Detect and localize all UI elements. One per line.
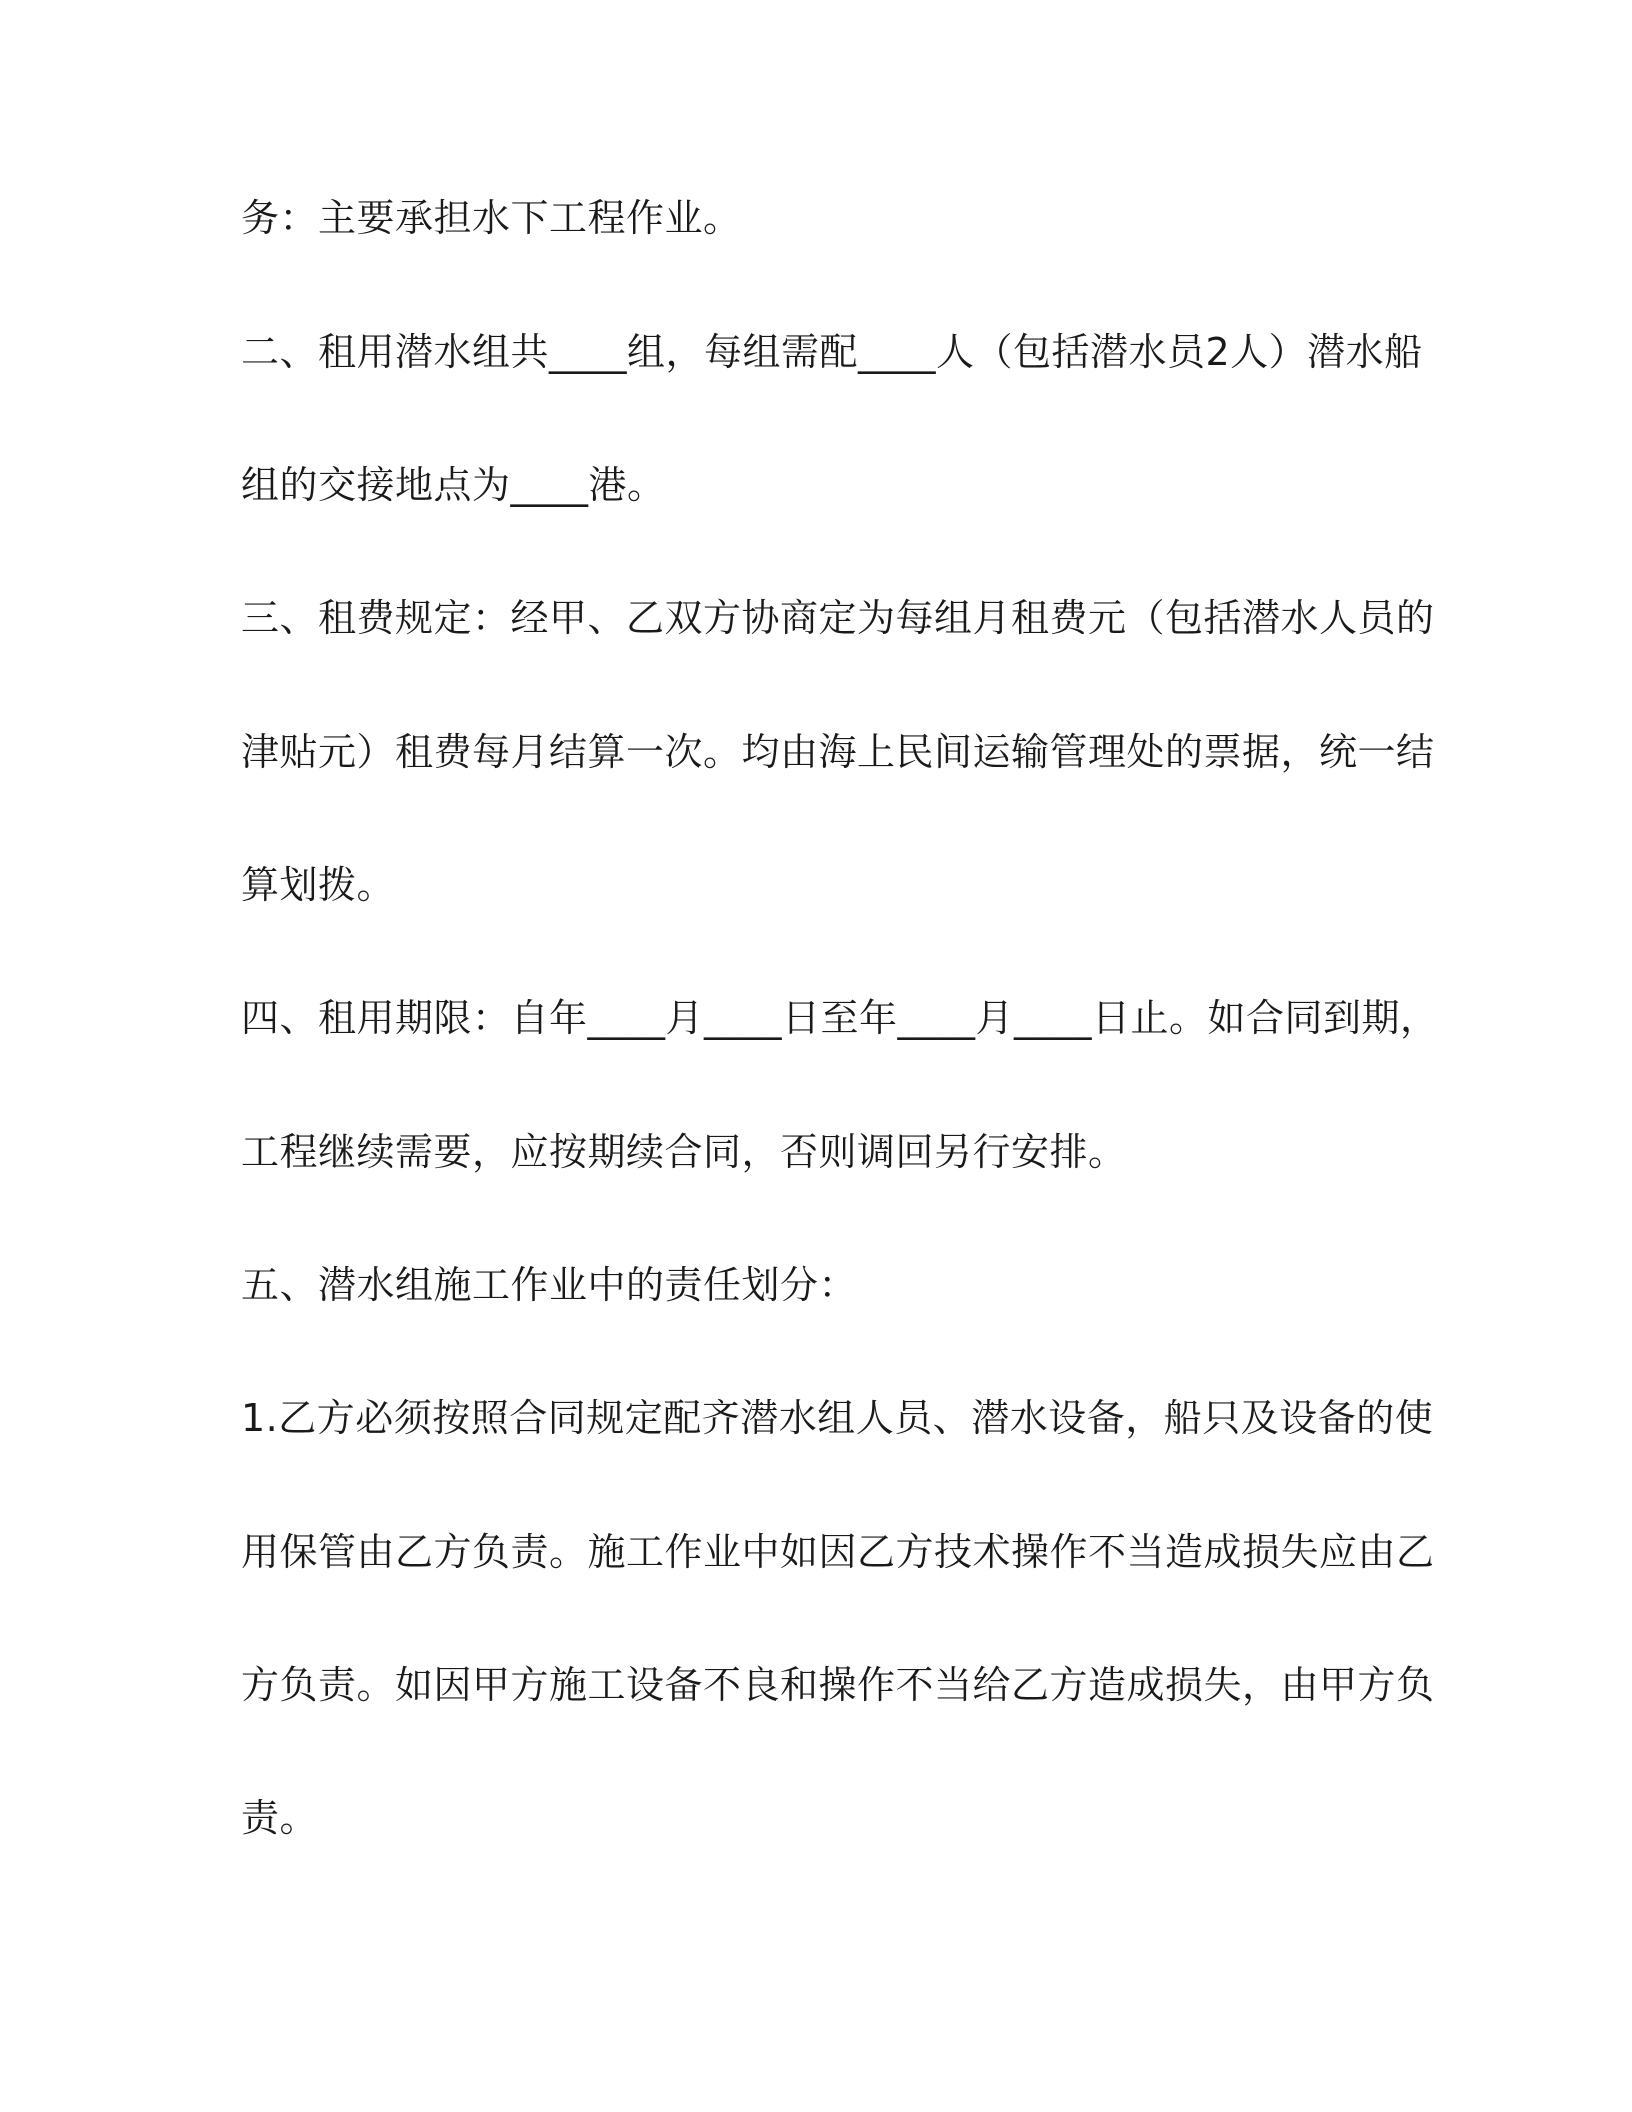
text-line-3: 组的交接地点为____港。 (241, 463, 666, 507)
text-line-9: 五、潜水组施工作业中的责任划分： (241, 1263, 858, 1307)
text-line-5: 津贴元）租费每月结算一次。均由海上民间运输管理处的票据，统一结 (241, 730, 1435, 774)
text-line-6: 算划拨。 (241, 863, 396, 907)
text-line-1: 务：主要承担水下工程作业。 (241, 196, 742, 240)
text-line-11: 用保管由乙方负责。施工作业中如因乙方技术操作不当造成损失应由乙 (241, 1530, 1435, 1574)
text-line-10: 1.乙方必须按照合同规定配齐潜水组人员、潜水设备，船只及设备的使 (241, 1396, 1434, 1440)
text-line-8: 工程继续需要，应按期续合同，否则调回另行安排。 (241, 1130, 1127, 1174)
text-line-2: 二、租用潜水组共____组，每组需配____人（包括潜水员2人）潜水船 (241, 330, 1423, 374)
text-line-7: 四、租用期限：自年____月____日至年____月____日止。如合同到期， (241, 996, 1439, 1040)
text-line-4: 三、租费规定：经甲、乙双方协商定为每组月租费元（包括潜水人员的 (241, 596, 1435, 640)
text-line-12: 方负责。如因甲方施工设备不良和操作不当给乙方造成损失，由甲方负 (241, 1663, 1435, 1707)
text-line-13: 责。 (241, 1796, 319, 1840)
